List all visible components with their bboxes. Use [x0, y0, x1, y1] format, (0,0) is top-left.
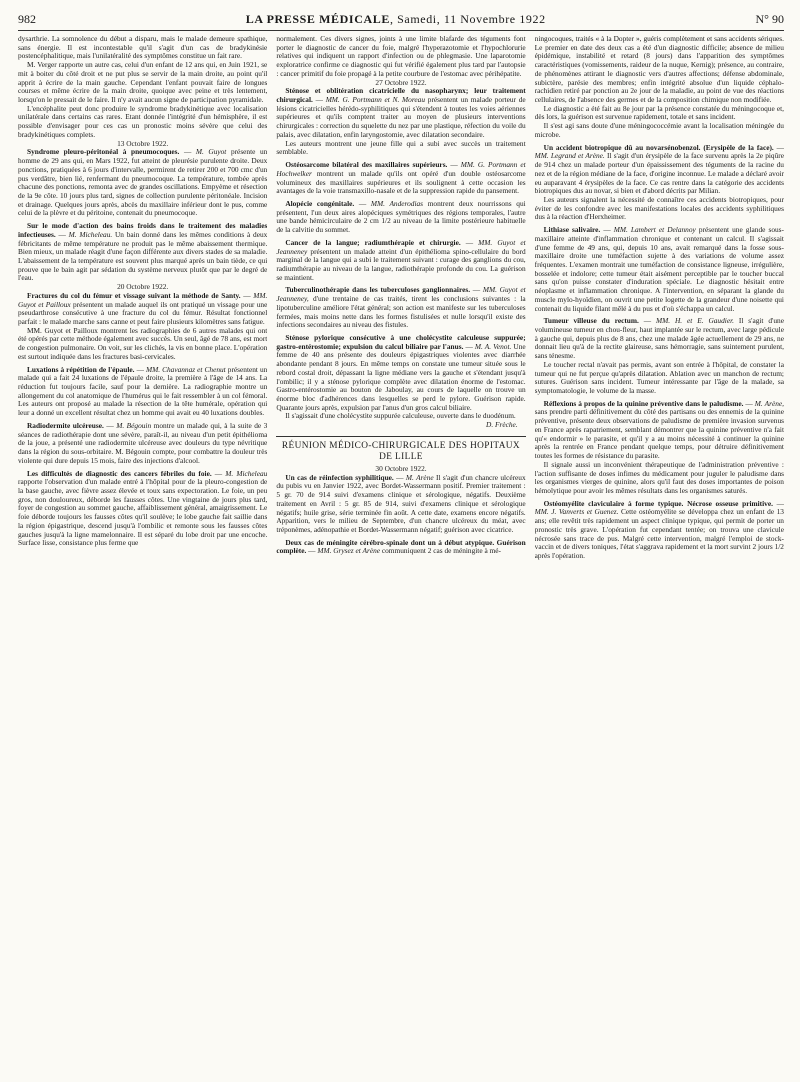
article-title: Sténose pylorique consécutive à une cholécystite calculeuse suppurée; gastro-entérostomie; expulsion du calcul biliaire par l'anus. [276, 333, 526, 351]
journal-masthead [246, 12, 546, 27]
session-date: 27 Octobre 1922. [375, 77, 427, 87]
article-title: Radiodermite ulcéreuse. [27, 420, 104, 430]
article-title: Réflexions à propos de la quinine préventive dans le paludisme. [543, 398, 744, 408]
article: Réflexions à propos de la quinine préventive dans le paludisme. — M. Arène, sans prendre parti définitivement du côté des partisans ou des ennemis de la quinine préventive, présente deux observations de paludisme de première invasion survenus en France après rapatriement, semblant démontrer que la quinine préventive n'a fait qu'« endormir » le parasite, et qu'il y a au moins nécessité à continuer la quinine après la rentrée en France pendant quelque temps, pour détruire définitivement toutes les formes de résistance du parasite. [534, 398, 784, 461]
article-author: M. Bégouin [116, 420, 152, 430]
paragraph: M. Verger rapporte un autre cas, celui d'un enfant de 12 ans qui, en Juin 1921, se mit à boiter du côté droit et ne put plus se servir de la main droite, au point qu'il apprit à écrire de la main gauche. Cependant l'enfant pouvait faire de longues courses et même écrire de la main droite, quoique avec peine et très lentement, lorsqu'on le pressait de le faire. Il n'y avait aucun signe de participation pyramidale. [18, 60, 268, 105]
article: Sténose et oblitération cicatricielle du nasopharynx; leur traitement chirurgical. — MM. G. Portmann et N. Moreau présentent un malade porteur de lésions cicatricielles hérédo-syphilitiques qui s'étendent à toutes les voies aériennes supérieures et qu'ils comptent traiter au moyen de plusieurs interventions chirurgicales : correction du squelette du nez par une plastique, réfection du voile du palais, avec dilatation, enfin laryngostomie, avec dilatation secondaire. [276, 86, 526, 139]
paragraph: Les auteurs montrent une jeune fille qui a subi avec succès un traitement semblable. [276, 138, 526, 157]
article-text: communiquent 2 cas de méningite à mé- [381, 546, 501, 556]
article: Syndrome pleuro-péritonéal à pneumocoques. — M. Guyot présente un homme de 29 ans qui, en Mars 1922, fut atteint de pleurésie purulente droite. Deux ponctions, pratiquées à 6 jours d'intervalle, permirent de retirer 200 et 700 cmc d'un pus verdâtre, bien lié, renfermant du pneumocoque. La température, tombée après chacune des ponctions, remonta avec de grandes oscillations. Empyème et résection de la 9e côte. 10 jours plus tard, signes de collection purulente péritonéale. Incision et drainage. Quelques jours après, abcès du maxillaire inférieur dont le pus, comme celui de la plèvre et du péritoine, contenait du pneumocoque. [18, 147, 268, 218]
article-title: Luxations à répétition de l'épaule. [27, 364, 135, 374]
article-text: présentent un malade qui a fait 24 luxations de l'épaule droite, la première à l'âge de 14 ans. La réduction fut toujours facile, sauf pour la dernière. La radiographie montre un allongement du col anatomique de l'humérus qui le fait ressembler à un col fémoral. Les auteurs ont proposé au malade la résection de la tête humérale, opération qui leur a donné un excellent résultat chez un homme qui avait eu 40 luxations doubles. [18, 364, 268, 418]
section-title-line-2: DE LILLE [379, 451, 423, 462]
article-text: Il s'agit d'un chancre ulcéreux du pubis vu en Janvier 1922, avec Bordet-Wassermann positif. Premier traitement : 5 gr. 70 de 914 suivi d'examens clinique et sérologique, négatifs. Deuxième traitement en Avril : 5 gr. 85 de 914, suivi d'examens clinique et sérologique négatifs; huile grise, série terminée fin août. A cette date, examens encore négatifs. Apparition, vers le milieu de Septembre, d'un chancre ulcéreux du méat, avec tréponèmes, adénopathie et Bordet-Wassermann négatif; guérison avec cicatrice. [276, 472, 526, 534]
article-title: Un cas de réinfection syphilitique. [285, 472, 394, 482]
article: Sur le mode d'action des bains froids dans le traitement des maladies infectieuses. — M. Micheleau. Un bain donné dans les mêmes conditions à deux fébricitants de même température ne produit pas le même abaissement thermique. Bien mieux, un malade réagit d'une façon différente aux divers stades de sa maladie. L'abaissement de la température est souvent plus marqué après un bain tiède, ce qui prouve que le bain agit par sédation du système nerveux plutôt que par le degré de l'eau. [18, 221, 268, 283]
article-title: Sténose et oblitération cicatricielle du nasopharynx; leur traitement chirurgical. [276, 86, 526, 105]
issue-date: , Samedi, 11 Novembre 1922 [389, 12, 546, 26]
article: Alopécie congénitale. — MM. Anderodias montrent deux nourrissons qui présentent, l'un deux aires alopéciques symétriques des régions temporales, l'autre une bande hémicirculaire de 2 cm 1/2 au niveau de la limite postérieure habituelle de la calvitie du sommet. [276, 198, 526, 235]
article: Sténose pylorique consécutive à une cholécystite calculeuse suppurée; gastro-entérostomie; expulsion du calcul biliaire par l'anus. — M. A. Venot. Une femme de 40 ans présente des douleurs épigastriques violentes avec diarrhée abondante pendant 8 jours. En même temps on constate une tumeur située sous le rebord costal droit, dépassant la ligne médiane vers la gauche et s'étendant jusqu'à l'ombilic; il y a sténose pylorique complète avec dilatation énorme de l'estomac. Gastro-entérostomie au bouton de Jaboulay, au cours de laquelle on trouve un énorme bloc d'adhérences dans lesquelles se perd le pylore. Guérison rapide. Quarante jours après, expulsion par l'anus d'un gros calcul biliaire. [276, 333, 526, 412]
column-1 [18, 35, 267, 1075]
article: Ostéomyélite claviculaire à forme typique. Nécrose osseuse primitive. — MM. J. Vanverts et Guenez. Cette ostéomyélite se développa chez un enfant de 13 ans; elle revêtit très rapidement un aspect clinique typique, qui permit de porter un pronostic très grave. L'opération fut cependant tentée; on trouva une clavicule nécrosée sans trace de pus. Malgré cette intervention, malgré l'emploi de stock-vaccin et de divers toniques, l'état s'aggrava rapidement et la mort survint 2 jours 1/2 après l'opération. [534, 498, 784, 560]
article-title: Les difficultés de diagnostic des cancers fébriles du foie. [27, 468, 212, 478]
article-author: M. Micheleau. [68, 229, 113, 239]
article-title: Tuberculinothérapie dans les tuberculoses ganglionnaires. [285, 285, 471, 295]
article-author: MM. G. Portmann et Hochwelker [276, 160, 526, 178]
paragraph: Il signale aussi un inconvénient thérapeutique de l'administration préventive : l'action suffisante de doses infimes du médicament pour juguler le paludisme dans les organismes vierges de quinine, alors qu'il faut des doses importantes de poison hémolytique pour avoir les mêmes résultats dans les organismes saturés. [534, 459, 784, 495]
article-text: montrent deux nourrissons qui présentent, l'un deux aires alopéciques symétriques des régions temporales, l'autre une bande hémicirculaire de 2 cm 1/2 au niveau de la limite postérieure habituelle de la calvitie du sommet. [276, 198, 526, 235]
article-author: MM. Guyot et Pailloux [18, 290, 268, 309]
article-author: MM. Legrand et Arène. [534, 151, 605, 161]
article: Un accident biotropique dû au novarsénobenzol. (Erysipèle de la face). — MM. Legrand et Arène. Il s'agit d'un érysipèle de la face survenu après la 2e piqûre de 914 chez un malade porteur d'un épaississement des téguments de la racine du nez et de la région médiane de la face, d'origine inconnue. Le malade a déclaré avoir eu auparavant 4 érysipèles de la face. Ce cas rentre dans la catégorie des accidents biotropiques dus au novar, si bien et d'abord décrits par Milian. [534, 142, 784, 196]
article-author: MM. Lambert et Delannoy [613, 225, 696, 235]
article: Ostéosarcome bilatéral des maxillaires supérieurs. — MM. G. Portmann et Hochwelker montrent un malade qu'ils ont opéré d'un double ostéosarcome volumineux des maxillaires supérieures et ils soulignent à cette occasion les avantages de la voie transmaxillo-nasale et de la suppression rapide du pansement. [276, 160, 526, 196]
session-date: 20 Octobre 1922. [117, 282, 169, 292]
columns [18, 35, 784, 1075]
article-author: MM. J. Vanverts et Guenez. [534, 507, 619, 517]
article-text: d'une trentaine de cas traités, tirent les conclusions suivantes : la lipotuberculine améliore l'état général; son action est manifeste sur les tuberculoses fermées, mais moins nette dans les formes fistulisées et nulle lorsqu'il existe des infections secondaires au niveau des fistules. [276, 294, 526, 330]
article-text: présentent un malade porteur de lésions cicatricielles hérédo-syphilitiques qui s'étendent à toutes les voies aériennes supérieures et qu'ils comptent traiter au moyen de plusieurs interventions chirurgicales : correction du squelette du nez par une plastique, réfection du voile du palais, avec dilatation, enfin laryngostomie, avec dilatation secondaire. [276, 95, 526, 139]
section-title-line-1: RÉUNION MÉDICO-CHIRURGICALE DES HOPITAUX [281, 440, 521, 451]
divider [276, 436, 525, 437]
article: Tuberculinothérapie dans les tuberculoses ganglionnaires. — MM. Guyot et Jeanneney, d'une trentaine de cas traités, tirent les conclusions suivantes : la lipotuberculine améliore l'état général; son action est manifeste sur les tuberculoses fermées, mais moins nette dans les formes fistulisées et nulle lorsqu'il existe des infections secondaires au niveau des fistules. [276, 285, 526, 330]
signature: D. Frèche. [486, 420, 518, 430]
article-title: Lithiase salivaire. [543, 225, 601, 235]
article-text: Il s'agit d'une volumineuse tumeur en chou-fleur, haut implantée sur le rectum, avec large pédicule à gauche qui, depuis plus de 8 ans, chez une malade âgée actuellement de 29 ans, ne donnait lieu qu'à de la rectite glaireuse, sans hémorragie, sans suintement purulent, sans ténesme. [534, 316, 784, 361]
article: Lithiase salivaire. — MM. Lambert et Delannoy présentent une glande sous-maxillaire atteinte d'inflammation chronique et contenant un calcul. Il s'agissait d'une femme de 49 ans, qui, depuis 10 ans, avait remarqué dans la fosse sous-maxillaire droite une tuméfaction sujette à des variations de volume assez fréquentes. L'examen montrait une tuméfaction de consistance ligneuse, irrégulière, bosselée et indolore; cette tumeur était aisément perceptible par le toucher buccal sans qu'on puisse constater d'induration spéciale. Le diagnostic hésitait entre néoplasme et inflammation chronique. A l'intervention, en séparant la glande du muscle mylo-hyoïdien, on ouvrit une petite logette de la grandeur d'une noisette qui contenait du liquide filant mêlé à du pus et d'où s'échappa un calcul. [534, 225, 784, 313]
article-author: MM. G. Portmann et N. Moreau [325, 95, 426, 105]
article-text: montre un malade qui, à la suite de 3 séances de radiothérapie dont une sévère, paraît-il, au niveau d'un petit épithélioma de la joue, a présenté une radiodermite ulcéreuse avec douleurs du type névritique dans la région du sous-orbitaire. M. Bégouin compte, pour combattre la douleur très violente qui dure depuis 15 mois, faire des injections d'alcool. [18, 420, 268, 465]
paragraph: MM. Guyot et Pailloux montrent les radiographies de 6 autres malades qui ont été opérés par cette méthode également avec succès. Un seul, âgé de 78 ans, est mort de congestion pulmonaire. On voit, sur les clichés, la vis en bonne place. L'opération est surtout indiquée dans les fractures basi-cervicales. [18, 325, 268, 361]
article-title: Fractures du col du fémur et vissage suivant la méthode de Santy. [27, 290, 241, 300]
session-date: 30 Octobre 1922. [375, 463, 427, 473]
issue-number: N° 90 [755, 12, 784, 26]
article: Fractures du col du fémur et vissage suivant la méthode de Santy. — MM. Guyot et Pailloux présentent un malade auquel ils ont pratiqué un vissage pour une pseudarthrose consécutive à une fracture du col du fémur. Résultat fonctionnel parfait : le malade marche sans canne et peut faire plusieurs kilomètres sans fatigue. [18, 290, 268, 326]
paragraph: Le diagnostic a été fait au 8e jour par la présence constatée du méningocoque et, dès lors, la guérison est survenue rapidement, totale et sans incident. [534, 103, 784, 122]
article-title: Ostéosarcome bilatéral des maxillaires supérieurs. [285, 160, 448, 170]
article: Tumeur villeuse du rectum. — MM. H. et E. Gaudier. Il s'agit d'une volumineuse tumeur en chou-fleur, haut implantée sur le rectum, avec large pédicule à gauche qui, depuis plus de 8 ans, chez une malade âgée actuellement de 29 ans, ne donnait lieu qu'à de la rectite glaireuse, sans hémorragie, sans suintement purulent, sans ténesme. [534, 316, 784, 361]
article-text: Cette ostéomyélite se développa chez un enfant de 13 ans; elle revêtit très rapidement un aspect clinique typique, qui permit de porter un pronostic très grave. L'opération fut cependant tentée; on trouva une clavicule nécrosée sans trace de pus. Malgré cette intervention, malgré l'emploi de stock-vaccin et de divers toniques, l'état s'aggrava rapidement et la mort survint 2 jours 1/2 après l'opération. [534, 507, 784, 560]
column-2 [276, 35, 525, 1075]
paragraph: ningocoques, traités « à la Dopter », guéris complètement et sans accidents sériques. Le premier en date des deux cas a été d'un diagnostic difficile; absence de milieu épidémique, instabilité et retard (8 jours) dans l'apparition des symptômes caractéristiques (vomissements, raideur de la nuque, Kernig); présence, au contraire, de phénomènes attirant le diagnostic vers d'autres affections; défense abdominale, subictère, parésie des membres; enfin intégrité absolue d'un liquide céphalo-rachidien retiré par ponction au 2e jour de la maladie, au point de vue des réactions cellulaires, de l'absence des germes et de la composition chimique non modifiée. [534, 35, 784, 105]
article: Deux cas de méningite cérébro-spinale dont un à début atypique. Guérison complète. — MM. Grysez et Arène communiquent 2 cas de méningite à mé- [276, 537, 526, 556]
paragraph: Le toucher rectal n'avait pas permis, avant son entrée à l'hôpital, de constater la tumeur qui ne fut perçue qu'après dilatation. Ablation avec un manchon de rectum; sutures. Guérison sans incident. Tumeur intéressante par l'âge de la malade, sa symptomatologie, le volume de la masse. [534, 359, 784, 396]
article-text: présentent un malade atteint d'un épithélioma spino-cellulaire du bord marginal de la langue qui a subi le traitement suivant : curage des ganglions du cou, radiumthérapie au niveau de la langue, radiothérapie profonde du cou. La guérison se maintient. [276, 246, 526, 282]
article-title: Tumeur villeuse du rectum. [543, 316, 639, 326]
article-text: montrent un malade qu'ils ont opéré d'un double ostéosarcome volumineux des maxillaires supérieures et ils soulignent à cette occasion les avantages de la voie transmaxillo-nasale et de la suppression rapide du pansement. [276, 168, 526, 196]
article: Cancer de la langue; radiumthérapie et chirurgie. — MM. Guyot et Jeanneney présentent un malade atteint d'un épithélioma spino-cellulaire du bord marginal de la langue qui a subi le traitement suivant : curage des ganglions du cou, radiumthérapie au niveau de la langue, radiothérapie profonde du cou. La guérison se maintient. [276, 237, 526, 282]
article-author: MM. Chavannaz et Chenut [145, 364, 226, 374]
article-title: Un accident biotropique dû au novarsénobenzol. (Erysipèle de la face). [543, 142, 774, 152]
article-author: M. A. Venot. [474, 341, 512, 351]
article-text: sans prendre parti définitivement du côté des partisans ou des ennemis de la quinine préventive, présente deux observations de paludisme de première invasion survenus en France après rapatriement, semblant démontrer que la quinine préventive n'a fait qu'« endormir » le parasite, et qu'il y a au moins nécessité à continuer la quinine après la rentrée en France pendant quelque temps, pour détruire définitivement toutes les formes de résistance du parasite. [534, 407, 784, 461]
paragraph: normalement. Ces divers signes, joints à une limite blafarde des téguments font porter le diagnostic de cancer du foie, malgré l'hyperazotomie et l'hypochlorurie relatives qui indiquent un rapport d'infection ou de phlegmasie. Une laparotomie exploratrice confirme ce diagnostic qui fut vérifié également plus tard par l'autopsie : cancer primitif du foie propagé à la petite courbure de l'estomac avec périhépatite. [276, 35, 526, 78]
article-text: Une femme de 40 ans présente des douleurs épigastriques violentes avec diarrhée abondante pendant 8 jours. En même temps on constate une tumeur située sous le rebord costal droit, dépassant la ligne médiane vers la gauche et s'étendant jusqu'à l'ombilic; il y a sténose pylorique complète avec dilatation énorme de l'estomac. Gastro-entérostomie au bouton de Jaboulay, au cours de laquelle on trouve un énorme bloc d'adhérences dans lesquelles se perd le pylore. Guérison rapide. Quarante jours après, expulsion par l'anus d'un gros calcul biliaire. [276, 341, 526, 412]
column-3 [535, 35, 784, 1075]
paragraph: Il s'agissait d'une cholécystite suppurée calculeuse, ouverte dans le duodénum. [285, 411, 516, 421]
journal-title: LA PRESSE MÉDICALE [245, 12, 390, 26]
article-text: présentent un malade auquel ils ont pratiqué un vissage pour une pseudarthrose consécutive à une fracture du col du fémur. Résultat fonctionnel parfait : le malade marche sans canne et peut faire plusieurs kilomètres sans fatigue. [18, 299, 268, 326]
article-text: rapporte l'observation d'un malade entré à l'hôpital pour de la pleuro-congestion de la base gauche, avec fièvre assez élevée et toux sans expectoration. Le foie, un peu gros, non douloureux, déborde les fausses côtes. Une vingtaine de jours plus tard, foyer de congestion au sommet gauche, affaiblissement général, amaigrissement. Le foie déborde toujours les fausses côtes qu'il soulève; le lobe gauche fait saillie dans la région épigastrique, descend jusqu'à l'ombilic et remonte sous les fausses côtes gauches jusqu'à la ligne mamelonnaire. Il est séparé du lobe droit par une encoche. Surface lisse, consistance plus ferme que [18, 477, 268, 548]
article-title: Cancer de la langue; radiumthérapie et chirurgie. [285, 237, 461, 247]
article-author: M. Micheleau [225, 468, 268, 478]
article-text: Un bain donné dans les mêmes conditions à deux fébricitants de même température ne produit pas le même abaissement thermique. Bien mieux, un malade réagit d'une façon différente aux divers stades de sa maladie. L'abaissement de la température est souvent plus marqué après un bain tiède, ce qui prouve que le bain agit par sédation du système nerveux plutôt que par le degré de l'eau. [18, 229, 268, 283]
article-author: MM. H. et E. Gaudier. [656, 316, 734, 326]
article: Un cas de réinfection syphilitique. — M. Arène Il s'agit d'un chancre ulcéreux du pubis vu en Janvier 1922, avec Bordet-Wassermann positif. Premier traitement : 5 gr. 70 de 914 suivi d'examens clinique et sérologique, négatifs. Deuxième traitement en Avril : 5 gr. 85 de 914, suivi d'examens clinique et sérologique négatifs; huile grise, série terminée fin août. A cette date, examens encore négatifs. Apparition, vers le milieu de Septembre, d'un chancre ulcéreux du méat, avec tréponèmes, adénopathie et Bordet-Wassermann négatif; guérison avec cicatrice. [276, 472, 526, 534]
article-title: Sur le mode d'action des bains froids dans le traitement des maladies infectieuses. [18, 221, 268, 239]
article-author: MM. Anderodias [370, 198, 424, 208]
article-author: MM. Guyot et Jeanneney [276, 237, 526, 256]
page-header [18, 12, 784, 31]
article-text: présentent une glande sous-maxillaire atteinte d'inflammation chronique et contenant un calcul. Il s'agissait d'une femme de 49 ans, qui, depuis 10 ans, avait remarqué dans la fosse sous-maxillaire droite une tuméfaction sujette à des variations de volume assez fréquentes. L'examen montrait une tuméfaction de consistance ligneuse, irrégulière, bosselée et indolore; cette tumeur était aisément perceptible par le toucher buccal sans qu'on puisse constater d'induration spéciale. Le diagnostic hésitait entre néoplasme et inflammation chronique. A l'intervention, en séparant la glande du muscle mylo-hyoïdien, on ouvrit une petite logette de la grandeur d'une noisette qui contenait du liquide filant mêlé à du pus et d'où s'échappa un calcul. [534, 225, 784, 313]
article: Radiodermite ulcéreuse. — M. Bégouin montre un malade qui, à la suite de 3 séances de radiothérapie dont une sévère, paraît-il, au niveau d'un petit épithélioma de la joue, a présenté une radiodermite ulcéreuse avec douleurs du type névritique dans la région du sous-orbitaire. M. Bégouin compte, pour combattre la douleur très violente qui dure depuis 15 mois, faire des injections d'alcool. [18, 420, 268, 465]
article: Luxations à répétition de l'épaule. — MM. Chavannaz et Chenut présentent un malade qui a fait 24 luxations de l'épaule droite, la première à l'âge de 14 ans. La réduction fut toujours facile, sauf pour la dernière. La radiographie montre un allongement du col anatomique de l'humérus qui le fait ressembler à un col fémoral. Les auteurs ont proposé au malade la résection de la tête humérale, opération qui leur a donné un excellent résultat chez un homme qui avait eu 40 luxations doubles. [18, 364, 268, 418]
article-title: Alopécie congénitale. [285, 198, 355, 208]
paragraph: L'encéphalite peut donc produire le syndrome bradykinétique avec localisation unilatérale dans certains cas rares. Etant donnée l'intégrité d'un hémisphère, il est possible d'envisager pour ces cas un pronostic moins sévère que celui des bradykinétiques complets. [18, 103, 268, 139]
paragraph: Les auteurs signalent la nécessité de connaître ces accidents biotropiques, pour éviter de les confondre avec les manifestations locales des accidents syphilitiques dus à la réaction d'Herxheimer. [534, 194, 784, 222]
article: Les difficultés de diagnostic des cancers fébriles du foie. — M. Micheleau rapporte l'observation d'un malade entré à l'hôpital pour de la pleuro-congestion de la base gauche, avec fièvre assez élevée et toux sans expectoration. Le foie, un peu gros, non douloureux, déborde les fausses côtes. Une vingtaine de jours plus tard, foyer de congestion au sommet gauche, affaiblissement général, amaigrissement. Le foie déborde toujours les fausses côtes qu'il soulève; le lobe gauche fait saillie dans la région épigastrique, descend jusqu'à l'ombilic et remonte sous les fausses côtes gauches jusqu'à la ligne mamelonnaire. Il est séparé du lobe droit par une encoche. Surface lisse, consistance plus ferme que [18, 468, 268, 548]
article-author: MM. Guyot et Jeanneney, [276, 285, 526, 304]
article-author: M. Arène [405, 472, 434, 482]
article-author: M. Arène, [754, 398, 784, 408]
article-text: Il s'agit d'un érysipèle de la face survenu après la 2e piqûre de 914 chez un malade porteur d'un épaississement des téguments de la racine du nez et de la région médiane de la face, d'origine inconnue. Le malade a déclaré avoir eu auparavant 4 érysipèles de la face. Ce cas rentre dans la catégorie des accidents biotropiques dus au novar, si bien et d'abord décrits par Milian. [534, 151, 784, 196]
session-date: 13 Octobre 1922. [117, 138, 169, 148]
paragraph: dysarthrie. La somnolence du début a disparu, mais le malade demeure spathique, sans énergie. Il est incontestable qu'il s'agit d'un cas de bradykinésie postencéphalitique, mais l'unilatéralité des symptômes constitue un fait rare. [18, 35, 268, 61]
article-text: présente un homme de 29 ans qui, en Mars 1922, fut atteint de pleurésie purulente droite. Deux ponctions, pratiquées à 6 jours d'intervalle, permirent de retirer 200 et 700 cmc d'un pus verdâtre, bien lié, renfermant du pneumocoque. La température, tombée après chacune des ponctions, remonta avec de grandes oscillations. Empyème et résection de la 9e côte. 10 jours plus tard, signes de collection purulente péritonéale. Incision et drainage. Quelques jours après, abcès du maxillaire inférieur dont le pus, comme celui de la plèvre et du péritoine, contenait du pneumocoque. [18, 147, 268, 218]
article-author: MM. Grysez et Arène [317, 546, 381, 556]
section-title [276, 441, 525, 463]
article-title: Deux cas de méningite cérébro-spinale dont un à début atypique. Guérison complète. [276, 537, 526, 556]
article-author: M. Guyot [195, 147, 227, 157]
page-number: 982 [18, 12, 36, 26]
paragraph: Il s'est agi sans doute d'une méningococcémie avant la localisation méningée du microbe. [534, 121, 784, 139]
article-title: Syndrome pleuro-péritonéal à pneumocoques. [27, 147, 180, 157]
article-title: Ostéomyélite claviculaire à forme typique. Nécrose osseuse primitive. [543, 498, 773, 508]
